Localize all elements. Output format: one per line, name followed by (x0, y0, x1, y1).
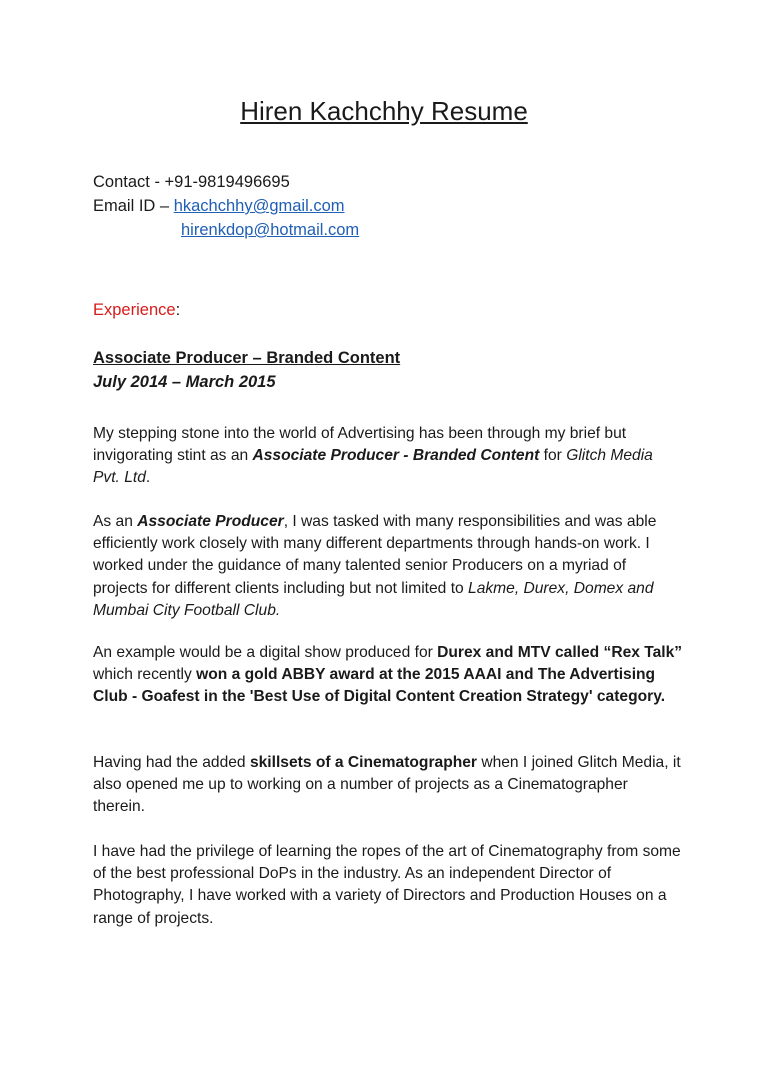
experience-heading-colon: : (175, 301, 181, 319)
email-line (93, 194, 693, 218)
role-dates: July 2014 – March 2015 (93, 373, 276, 391)
contact-block (93, 170, 693, 242)
contact-phone: Contact - +91-9819496695 (93, 173, 290, 191)
p4-skillsets: skillsets of a Cinematographer (249, 754, 477, 771)
p1-text-1: My stepping stone into the world of Advertising has been through my brief but invigorating stint as an (93, 425, 627, 465)
paragraph-3 (93, 642, 683, 709)
p2-text-1: As an (93, 513, 138, 530)
p4-text-2: when I joined Glitch Media, it also opened me up to working on a number of projects as a Cinematographer therein. (93, 754, 681, 816)
p3-text-1: An example would be a digital show produced for (93, 644, 438, 661)
p1-text-2: for (539, 447, 567, 465)
p1-text-3: . (145, 469, 151, 487)
p2-role-emphasis: Associate Producer (137, 513, 284, 530)
page-title: Hiren Kachchhy Resume (240, 96, 528, 126)
role-title: Associate Producer – Branded Content (93, 349, 401, 367)
p4-text-1: Having had the added (93, 754, 250, 771)
role-block (93, 346, 693, 394)
p2-clients: Lakme, Durex, Domex and Mumbai City Football Club. (93, 579, 654, 619)
paragraph-5 (93, 841, 683, 930)
p2-text-2: , I was tasked with many responsibilities and was able efficiently work closely with many different departments through hands-on work. I worked under the guidance of many talented senior Producers on a myriad of projects for different clients including but not limited to (93, 513, 657, 597)
email-label: Email ID – (93, 197, 174, 215)
p3-show-name: Durex and MTV called “Rex Talk” (437, 644, 683, 661)
email-secondary-link[interactable]: hirenkdop@hotmail.com (181, 221, 360, 239)
p1-role-emphasis: Associate Producer - Branded Content (252, 447, 540, 465)
paragraph-2 (93, 511, 683, 622)
email-secondary-line (93, 218, 693, 242)
p5-text-1: I have had the privilege of learning the ropes of the art of Cinematography from some of the best professional DoPs in the industry. As an independent Director of Photography, I have worked with a variety of Directors and Production Houses on a range of projects. (93, 843, 681, 927)
p3-award: won a gold ABBY award at the 2015 AAAI and The Advertising Club - Goafest in the 'Best Use of Digital Content Creation Strategy' category. (93, 666, 666, 706)
email-primary-link[interactable]: hkachchhy@gmail.com (173, 197, 345, 215)
experience-heading-text: Experience (93, 301, 176, 319)
p1-company: Glitch Media Pvt. Ltd (93, 447, 653, 487)
p3-text-2: which recently (93, 666, 197, 684)
paragraph-4 (93, 752, 683, 819)
paragraph-1 (93, 423, 683, 490)
experience-heading (93, 298, 693, 322)
